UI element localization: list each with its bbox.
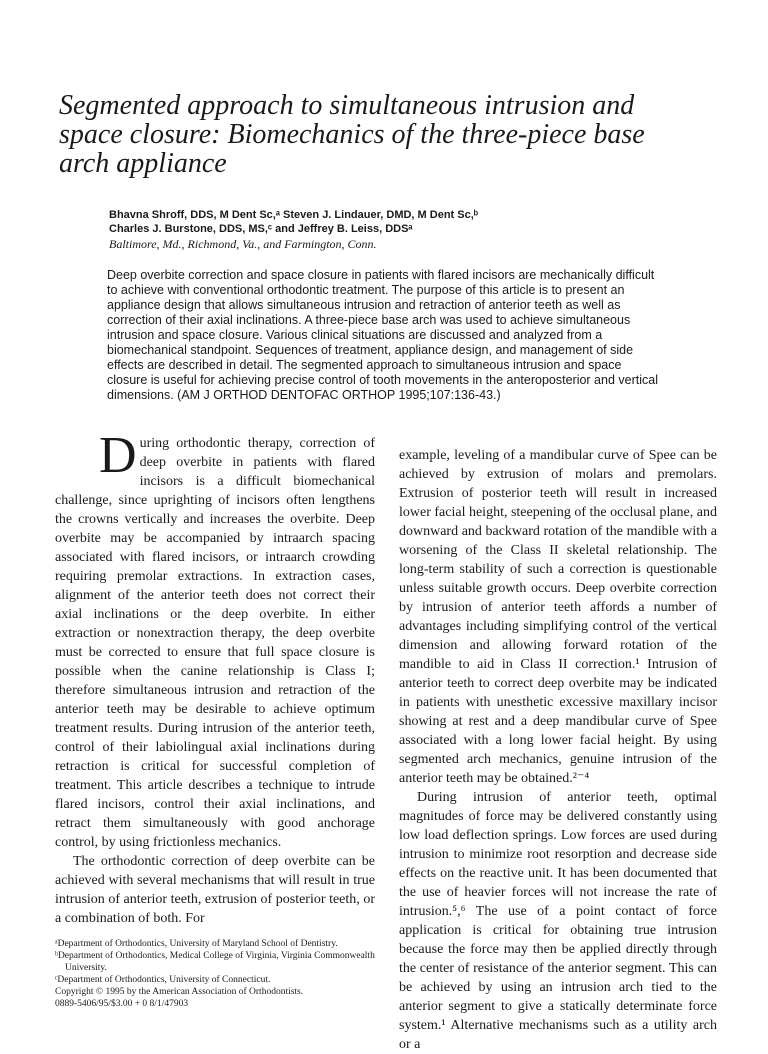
abstract: Deep overbite correction and space closure in patients with flared incisors are mechanically difficult to achieve with conventional orthodontic treatment. The purpose of this article is to present an appliance design that allows simultaneous intrusion and retraction of anterior teeth as well as correction of their axial inclinations. A three-piece base arch was used to achieve simultaneous intrusion and space closure. Various clinical situations are discussed and analyzed from a biomechanical standpoint. Sequences of treatment, appliance design, and management of side effects are described in detail. The segmented approach to simultaneous intrusion and space closure is useful for achieving precise control of tooth movements in the anteroposterior and vertical dimensions. (AM J ORTHOD DENTOFAC ORTHOP 1995;107:136-43.): [107, 268, 658, 402]
body-column-left: [55, 427, 375, 928]
footnotes: [55, 938, 375, 1010]
copyright-notice: Copyright © 1995 by the American Association of Orthodontists.: [55, 987, 304, 997]
article-title: Segmented approach to simultaneous intrusion and space closure: Biomechanics of the three-piece base arch appliance: [59, 90, 645, 179]
body-paragraph-text: uring orthodontic therapy, correction of deep overbite in patients with flared incisors is a difficult biomechanical challenge, since uprighting of incisors often lengthens the crowns vertically and increases the overbite. Deep overbite may be accompanied by intraarch spacing associated with flared incisors, or intraarch crowding requiring premolar extractions. In extraction cases, alignment of the anterior teeth does not correct their axial inclinations or the deep overbite. In either extraction or nonextraction therapy, the deep overbite must be corrected to ensure that full space closure is possible when the canine relationship is Class I; therefore simultaneous intrusion and retraction of the anterior teeth may be desirable to achieve optimum treatment results. During intrusion of the anterior teeth, control of their labiolingual axial inclinations during retraction is critical for successful completion of treatment. This article describes a technique to intrude flared incisors, control their axial inclinations, and retract them simultaneously with good anchorage control, by using frictionless mechanics.: [55, 436, 375, 850]
body-paragraph: During intrusion of anterior teeth, optimal magnitudes of force may be delivered constantly using low load deflection springs. Low forces are used during intrusion to minimize root resorption and decrease side effects on the reactive unit. It has been documented that the use of heavier forces will not increase the rate of intrusion.⁵,⁶ The use of a point contact of force application is critical for obtaining true intrusion because the force may then be applied directly through the center of resistance of the anterior segment. This can be achieved by using an intrusion arch tied to the anterior segment to give a statically determinate force system.¹ Alternative mechanisms such as a utility arch or a: [399, 790, 717, 1052]
authors-line-1: Bhavna Shroff, DDS, M Dent Sc,ᵃ Steven J. Lindauer, DMD, M Dent Sc,ᵇ: [109, 209, 479, 221]
body-column-right: [399, 446, 717, 1054]
drop-cap: D: [99, 427, 137, 484]
body-paragraph: [55, 427, 375, 852]
body-paragraph: The orthodontic correction of deep overbite can be achieved with several mechanisms that will result in true intrusion of anterior teeth, extrusion of posterior teeth, or a combination of both. For: [55, 854, 375, 926]
authors-line-2: Charles J. Burstone, DDS, MS,ᶜ and Jeffrey B. Leiss, DDSᵃ: [109, 223, 413, 235]
footnote-c: ᶜDepartment of Orthodontics, University of Connecticut.: [55, 975, 271, 985]
footnote-a: ᵃDepartment of Orthodontics, University of Maryland School of Dentistry.: [55, 939, 338, 949]
footnote-b: ᵇDepartment of Orthodontics, Medical College of Virginia, Virginia Commonwealth University.: [55, 951, 375, 973]
body-paragraph: example, leveling of a mandibular curve of Spee can be achieved by extrusion of molars and premolars. Extrusion of posterior teeth will result in increased lower facial height, steepening of the occlusal plane, and downward and backward rotation of the mandible with a worsening of the Class II skeletal relationship. The long-term stability of such a correction is questionable unless suitable growth occurs. Deep overbite correction by intrusion of anterior teeth affords a number of advantages including simplifying control of the vertical dimension and allowing forward rotation of the mandible to aid in Class II correction.¹ Intrusion of anterior teeth to correct deep overbite may be indicated in patients with unesthetic excessive maxillary incisor showing at rest and a deep mandibular curve of Spee associated with a long lower facial height. By using segmented arch mechanics, genuine intrusion of the anterior teeth may be obtained.²⁻⁴: [399, 448, 717, 786]
author-affiliation: Baltimore, Md., Richmond, Va., and Farmington, Conn.: [109, 237, 377, 251]
author-list: [109, 208, 709, 236]
article-code: 0889-5406/95/$3.00 + 0 8/1/47903: [55, 999, 189, 1009]
